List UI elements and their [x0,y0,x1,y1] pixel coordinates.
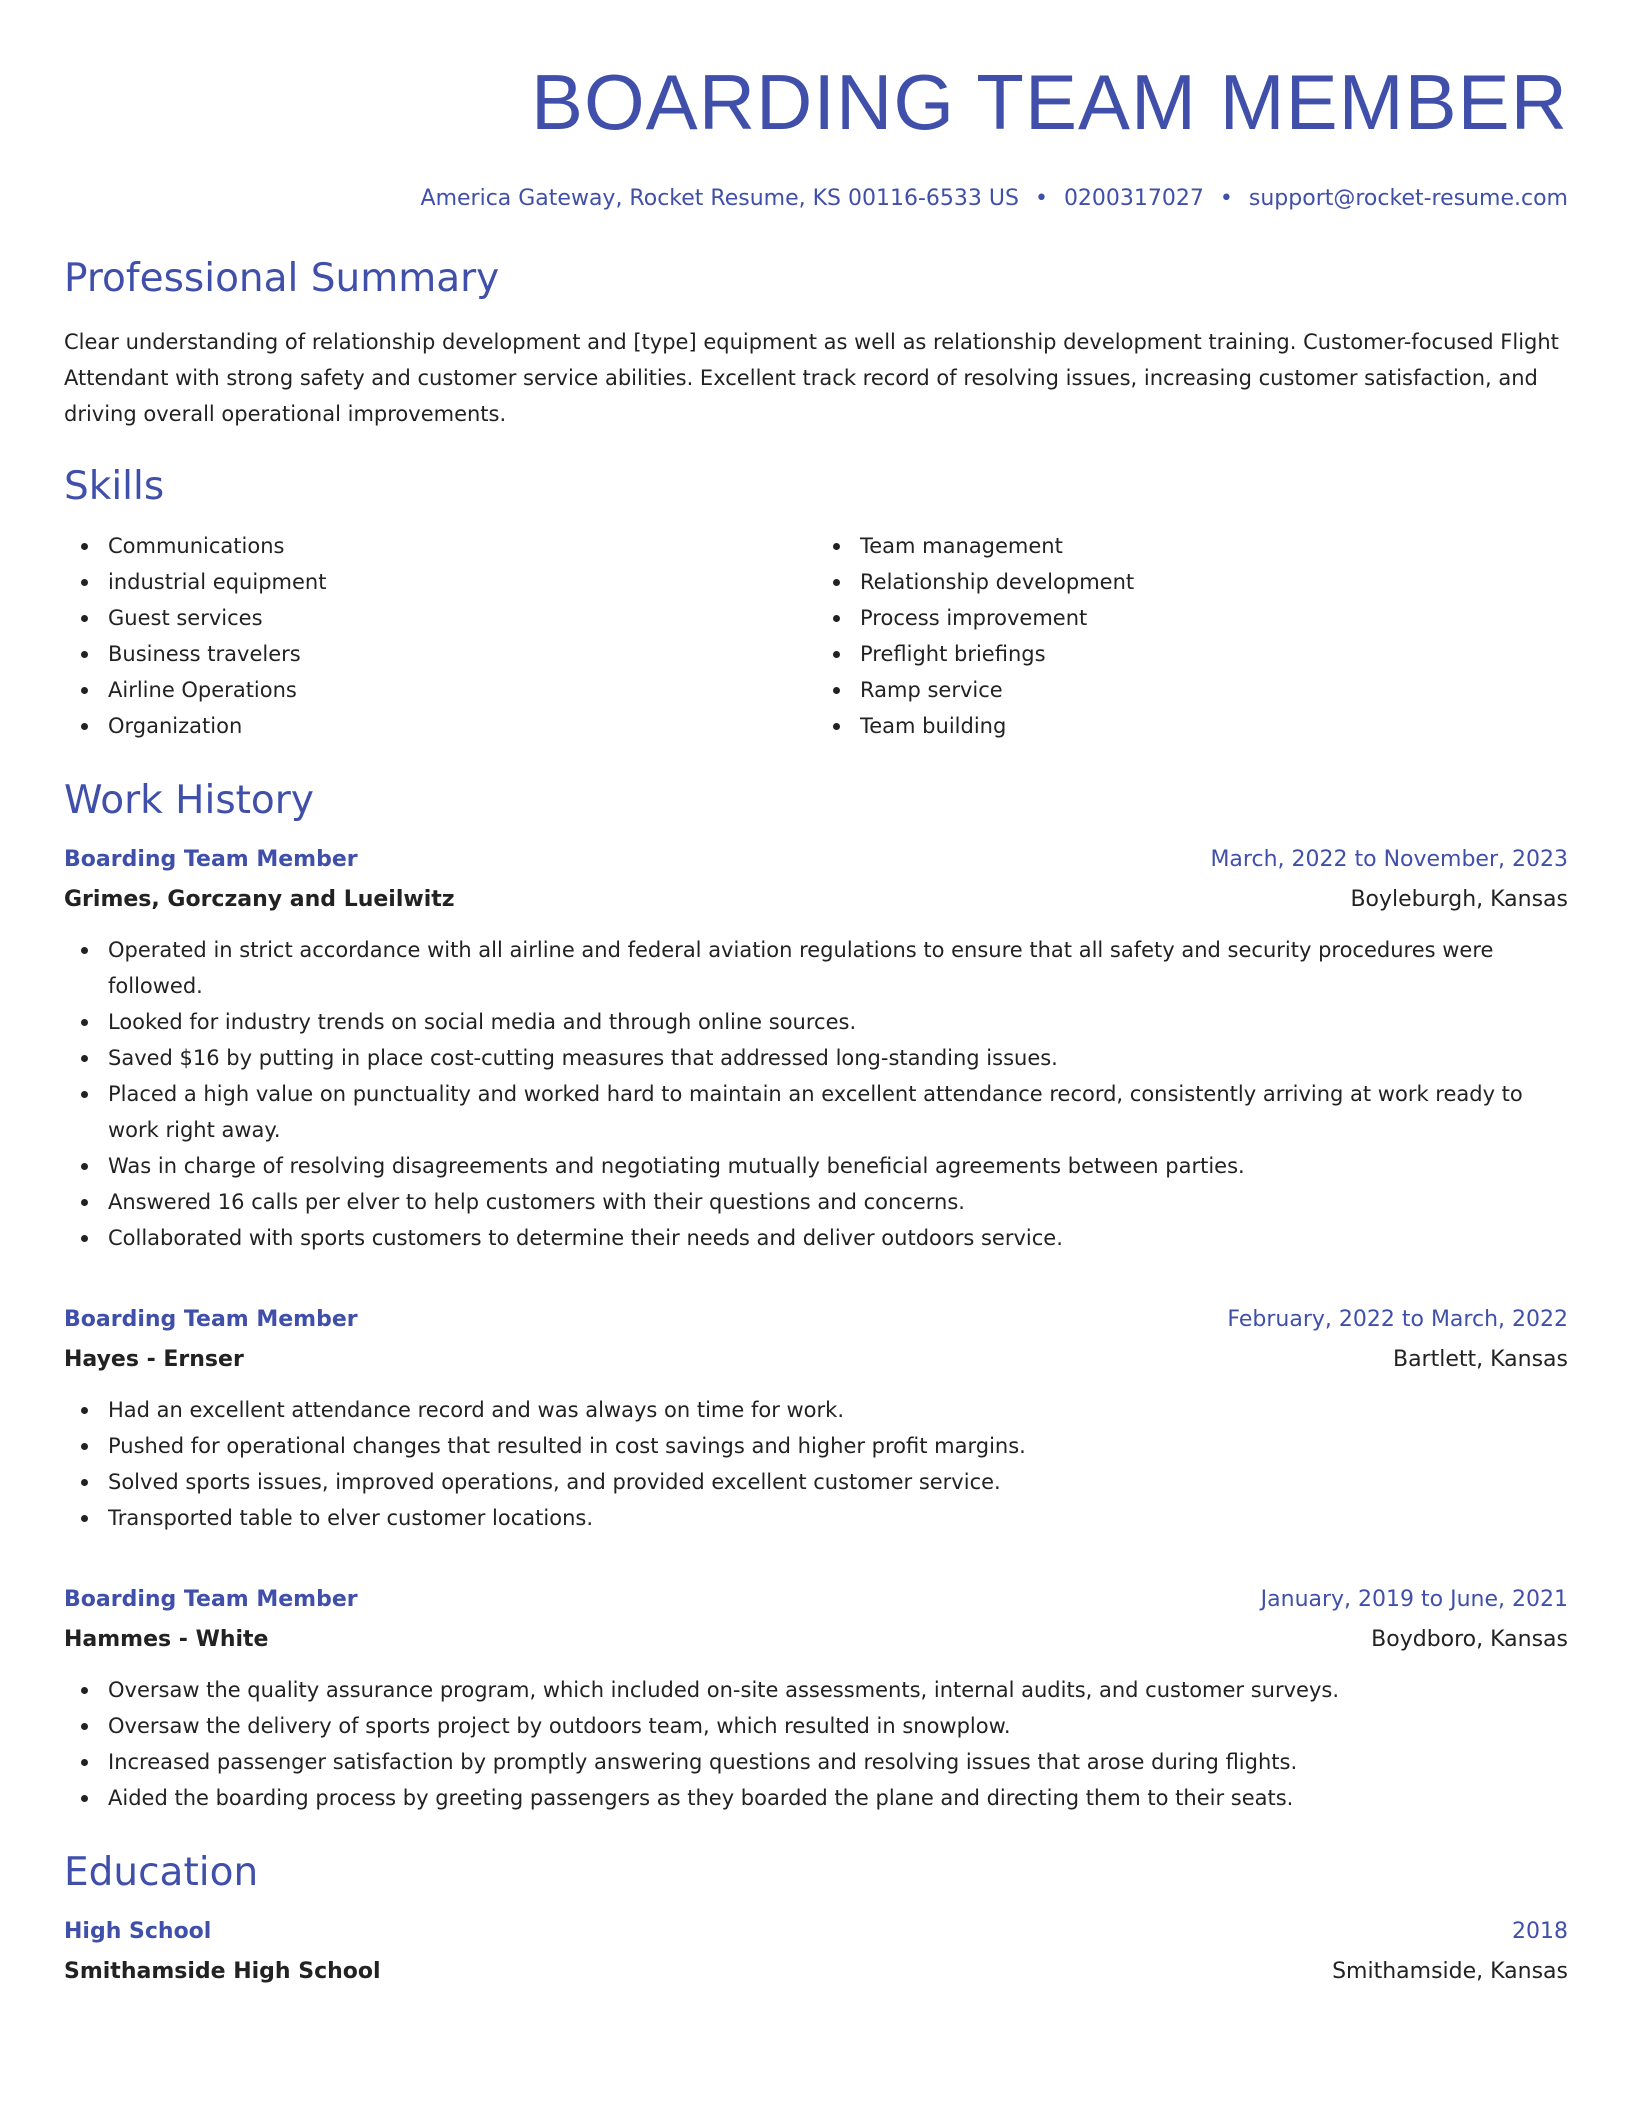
job-bullets [64,1392,1568,1536]
skill-item: Process improvement [860,600,1568,636]
skill-item: Guest services [108,600,816,636]
skills-column-left [64,528,816,744]
education-year: 2018 [1512,1919,1568,1944]
job-row-bottom [64,880,1568,920]
job-entry [64,1580,1568,1816]
job-bullet: Collaborated with sports customers to determine their needs and deliver outdoors service. [108,1220,1568,1256]
skill-item: Team building [860,708,1568,744]
candidate-name: BOARDING TEAM MEMBER [530,58,1568,146]
job-title: Boarding Team Member [64,1587,358,1612]
skills-heading: Skills [64,464,165,509]
job-bullet: Answered 16 calls per elver to help customers with their questions and concerns. [108,1184,1568,1220]
skill-item: Team management [860,528,1568,564]
education-entry [64,1912,1568,1992]
job-entry [64,840,1568,1256]
skill-item: Organization [108,708,816,744]
job-bullet: Solved sports issues, improved operations, and provided excellent customer service. [108,1464,1568,1500]
job-location: Bartlett, Kansas [1392,1347,1568,1372]
job-company: Hammes - White [64,1627,269,1652]
education-degree: High School [64,1919,212,1944]
education-heading: Education [64,1850,259,1895]
job-bullet: Operated in strict accordance with all airline and federal aviation regulations to ensure that all safety and security procedures were followed. [108,932,1568,1004]
job-bullet: Increased passenger satisfaction by promptly answering questions and resolving issues that arose during flights. [108,1744,1568,1780]
contact-separator: • [1034,186,1048,211]
contact-separator: • [1219,186,1233,211]
summary-text: Clear understanding of relationship development and [type] equipment as well as relationship development training. Customer-focused Flight Attendant with strong safety and customer service abilities. Excellent track record of resolving issues, increasing customer satisfaction, and driving overall operational improvements. [64,330,1559,426]
job-row-top [64,1580,1568,1620]
skills-grid [64,528,1568,744]
resume-header [64,54,1568,214]
job-bullet: Placed a high value on punctuality and worked hard to maintain an excellent attendance record, consistently arriving at work ready to work right away. [108,1076,1568,1148]
skills-column-right [816,528,1568,744]
job-bullet: Pushed for operational changes that resulted in cost savings and higher profit margins. [108,1428,1568,1464]
job-bullets [64,1672,1568,1816]
skill-item: industrial equipment [108,564,816,600]
contact-email[interactable]: support@rocket-resume.com [1248,186,1568,211]
skill-item: Preflight briefings [860,636,1568,672]
summary-section [64,254,1568,432]
work-history-section [64,776,1568,1816]
contact-address: America Gateway, Rocket Resume, KS 00116-6533 US [420,186,1019,211]
job-bullet: Oversaw the delivery of sports project by outdoors team, which resulted in snowplow. [108,1708,1568,1744]
job-bullet: Looked for industry trends on social media and through online sources. [108,1004,1568,1040]
skill-item: Airline Operations [108,672,816,708]
skill-item: Relationship development [860,564,1568,600]
job-row-bottom [64,1620,1568,1660]
skills-section [64,462,1568,744]
job-row-top [64,1300,1568,1340]
skill-item: Communications [108,528,816,564]
job-title: Boarding Team Member [64,1307,358,1332]
education-row-top [64,1912,1568,1952]
skill-item: Business travelers [108,636,816,672]
job-location: Boyleburgh, Kansas [1350,887,1568,912]
job-dates: March, 2022 to November, 2023 [1210,847,1568,872]
job-company: Grimes, Gorczany and Lueilwitz [64,887,455,912]
contact-phone: 0200317027 [1063,186,1204,211]
job-title: Boarding Team Member [64,847,358,872]
job-bullet: Had an excellent attendance record and was always on time for work. [108,1392,1568,1428]
job-bullet: Was in charge of resolving disagreements and negotiating mutually beneficial agreements between parties. [108,1148,1568,1184]
job-bullet: Saved $16 by putting in place cost-cutting measures that addressed long-standing issues. [108,1040,1568,1076]
job-bullet: Transported table to elver customer locations. [108,1500,1568,1536]
job-row-top [64,840,1568,880]
job-bullets [64,932,1568,1256]
job-bullet: Oversaw the quality assurance program, which included on-site assessments, internal audits, and customer surveys. [108,1672,1568,1708]
summary-heading: Professional Summary [64,256,500,301]
education-row-bottom [64,1952,1568,1992]
education-school: Smithamside High School [64,1959,381,1984]
skill-item: Ramp service [860,672,1568,708]
education-location: Smithamside, Kansas [1332,1959,1568,1984]
job-company: Hayes - Ernser [64,1347,244,1372]
work-history-heading: Work History [64,778,314,823]
job-bullet: Aided the boarding process by greeting passengers as they boarded the plane and directing them to their seats. [108,1780,1568,1816]
education-section [64,1848,1568,1992]
job-list [64,840,1568,1816]
contact-line [64,184,1568,214]
job-row-bottom [64,1340,1568,1380]
job-entry [64,1300,1568,1536]
job-dates: February, 2022 to March, 2022 [1227,1307,1568,1332]
job-location: Boydboro, Kansas [1371,1627,1568,1652]
job-dates: January, 2019 to June, 2021 [1260,1587,1568,1612]
